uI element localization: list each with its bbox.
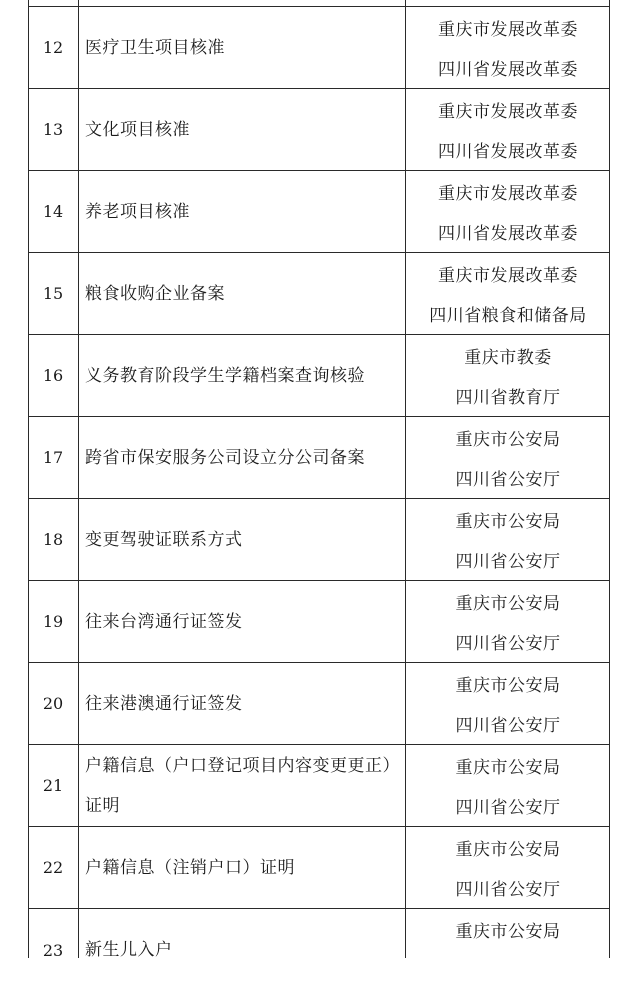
table-row [28,662,610,744]
row-number: 21 [42,776,64,795]
table-row [28,826,610,908]
dept-chongqing: 重庆市公安局 [455,922,561,942]
row-number: 17 [42,448,64,467]
item-name: 往来台湾通行证签发 [85,611,243,632]
dept-sichuan: 四川省发展改革委 [438,224,578,244]
item-name: 文化项目核准 [85,119,190,140]
table-row [28,334,610,416]
dept-chongqing: 重庆市公安局 [455,758,561,778]
dept-sichuan: 四川省公安厅 [455,552,561,572]
dept-sichuan: 四川省发展改革委 [438,142,578,162]
row-number: 13 [42,120,64,139]
table-row [28,580,610,662]
item-name: 新生儿入户 [85,940,173,960]
dept-sichuan: 四川省公安厅 [455,716,561,736]
dept-sichuan: 四川省教育厅 [455,388,561,408]
table-row [28,6,610,88]
table-row [28,744,610,826]
table-row [28,170,610,252]
dept-sichuan: 四川省公安厅 [455,880,561,900]
table-row [28,88,610,170]
row-number: 15 [42,284,64,303]
row-number: 12 [42,38,64,57]
item-name: 变更驾驶证联系方式 [85,529,243,550]
dept-chongqing: 重庆市公安局 [455,676,561,696]
row-number: 22 [42,858,64,877]
item-name: 粮食收购企业备案 [85,283,225,304]
dept-chongqing: 重庆市公安局 [455,594,561,614]
item-name: 义务教育阶段学生学籍档案查询核验 [85,365,365,386]
item-name: 户籍信息（注销户口）证明 [85,857,295,878]
dept-chongqing: 重庆市发展改革委 [438,102,578,122]
dept-chongqing: 重庆市发展改革委 [438,266,578,286]
item-name: 往来港澳通行证签发 [85,693,243,714]
item-name: 养老项目核准 [85,201,190,222]
dept-sichuan: 四川省公安厅 [455,470,561,490]
row-number: 19 [42,612,64,631]
row-number: 20 [42,694,64,713]
dept-chongqing: 重庆市公安局 [455,840,561,860]
table-row [28,252,610,334]
dept-chongqing: 重庆市教委 [464,348,552,368]
row-number: 14 [42,202,64,221]
row-number: 23 [42,940,64,960]
dept-chongqing: 重庆市发展改革委 [438,184,578,204]
dept-sichuan: 四川省公安厅 [455,634,561,654]
row-number: 16 [42,366,64,385]
item-name: 医疗卫生项目核准 [85,37,225,58]
item-name: 户籍信息（户口登记项目内容变更更正）证明 [85,755,400,816]
table-row [28,908,610,958]
row-number: 18 [42,530,64,549]
dept-chongqing: 重庆市发展改革委 [438,20,578,40]
dept-sichuan: 四川省发展改革委 [438,60,578,80]
table-row [28,416,610,498]
dept-chongqing: 重庆市公安局 [455,512,561,532]
dept-sichuan: 四川省粮食和储备局 [429,306,587,326]
item-name: 跨省市保安服务公司设立分公司备案 [85,447,365,468]
dept-sichuan: 四川省公安厅 [455,798,561,818]
dept-chongqing: 重庆市公安局 [455,430,561,450]
table-row [28,498,610,580]
